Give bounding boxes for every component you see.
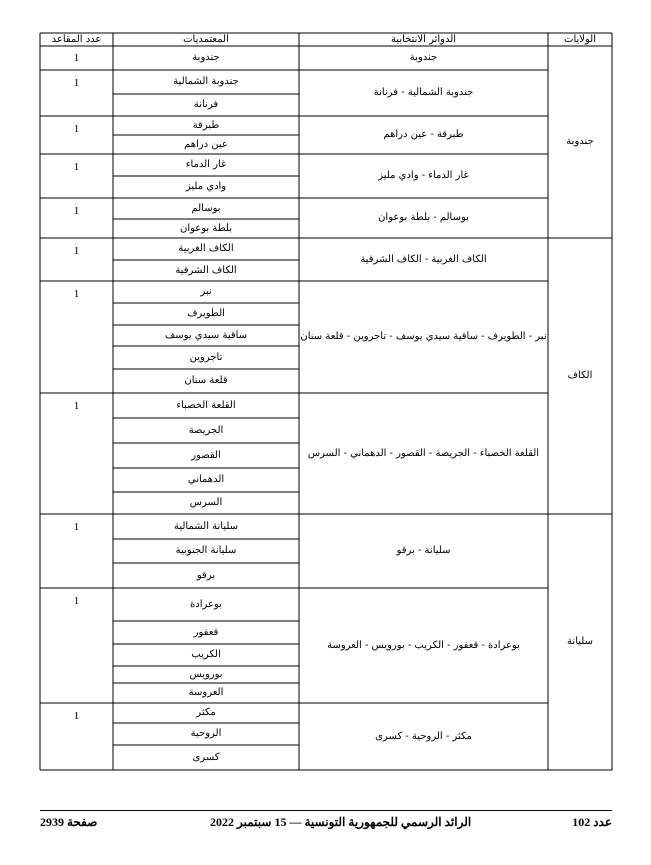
footer-rule: [40, 810, 612, 811]
wilaya-name: الكاف: [567, 370, 593, 381]
issue-number: عدد 102: [572, 815, 612, 829]
circonscription-name: بوعرادة - قعفور - الكريب - بورويس - العروسة: [327, 639, 520, 651]
page-number: صفحة 2939: [40, 815, 98, 829]
wilaya-name: جندوبة: [566, 136, 594, 147]
circonscription-name: القلعة الخصباء - الجريصة - القصور - الدهماني - السرس: [307, 447, 540, 459]
seat-count: 1: [73, 288, 80, 300]
delegation-name: الطويرف: [187, 308, 225, 319]
delegation-name: السرس: [189, 497, 223, 508]
delegation-name: قعفور: [193, 626, 219, 638]
delegation-name: ساقية سيدي يوسف: [164, 329, 248, 341]
delegation-name: الكاف الشرقية: [175, 264, 237, 276]
delegation-name: سليانة الجنوبية: [175, 545, 237, 556]
delegation-name: برقو: [196, 569, 216, 581]
delegation-name: الدهماني: [187, 474, 225, 485]
delegation-name: سليانة الشمالية: [173, 520, 239, 532]
delegation-name: بورويس: [189, 668, 223, 680]
header-delegations: المعتمديات: [183, 33, 229, 45]
circonscription-name: سليانة - برقو: [396, 545, 451, 556]
delegation-name: بوسالم: [191, 202, 221, 214]
delegation-name: قلعة سنان: [184, 375, 228, 386]
seat-count: 1: [73, 52, 80, 64]
wilaya-name: سليانة: [567, 636, 593, 647]
circonscription-name: غار الدماء - وادي مليز: [378, 170, 469, 181]
delegation-name: جندوبة الشمالية: [173, 76, 239, 87]
seat-count: 1: [73, 710, 80, 722]
delegation-name: نبر: [200, 286, 212, 297]
delegation-name: وادي مليز: [185, 181, 227, 192]
delegation-name: القلعة الخصباء: [176, 399, 236, 411]
delegation-name: الكريب: [191, 649, 221, 660]
delegation-name: بلطة بوعوان: [179, 222, 233, 234]
journal-title: الرائد الرسمي للجمهورية التونسية — 15 سبتمبر 2022: [210, 815, 472, 829]
circonscription-name: طبرقة - عين دراهم: [383, 129, 464, 140]
circonscription-name: جندوبة الشمالية - فرنانة: [373, 87, 474, 98]
delegation-name: كسرى: [192, 751, 220, 763]
circonscription-name: بوسالم - بلطة بوعوان: [378, 212, 469, 223]
delegation-name: بوعرادة: [190, 598, 222, 610]
seat-count: 1: [73, 205, 80, 217]
header-seats: عدد المقاعد: [51, 33, 102, 45]
seat-count: 1: [73, 595, 80, 607]
seat-count: 1: [73, 521, 80, 533]
header-wilayat: الولايات: [564, 33, 596, 45]
delegation-name: فرنانة: [193, 99, 219, 110]
seat-count: 1: [73, 161, 80, 173]
delegation-name: غار الدماء: [185, 159, 227, 170]
delegation-name: تاجروين: [189, 351, 223, 363]
seat-count: 1: [73, 123, 80, 135]
delegation-name: عين دراهم: [184, 138, 228, 150]
circonscription-name: جندوبة: [409, 52, 438, 63]
circonscription-name: مكثر - الروحية - كسرى: [375, 730, 472, 742]
header-circonscriptions: الدوائر الانتخابية: [390, 33, 457, 45]
circonscription-name: نبر - الطويرف - ساقية سيدي يوسف - تاجروين - قلعة سنان: [300, 331, 547, 342]
seat-count: 1: [73, 245, 80, 257]
page-footer: [40, 815, 612, 829]
delegation-name: الجريصة: [188, 424, 224, 436]
delegation-name: العروسة: [188, 687, 224, 698]
delegation-name: طبرقة: [192, 119, 220, 131]
circonscription-name: الكاف الغربية - الكاف الشرقية: [360, 253, 487, 265]
delegation-name: الروحية: [190, 728, 222, 739]
delegation-name: الكاف الغربية: [178, 243, 234, 254]
delegation-name: القصور: [191, 449, 221, 461]
delegation-name: مكثر: [196, 707, 216, 718]
seat-count: 1: [73, 400, 80, 412]
seat-count: 1: [73, 77, 80, 89]
delegation-name: جندوبة: [192, 52, 220, 63]
